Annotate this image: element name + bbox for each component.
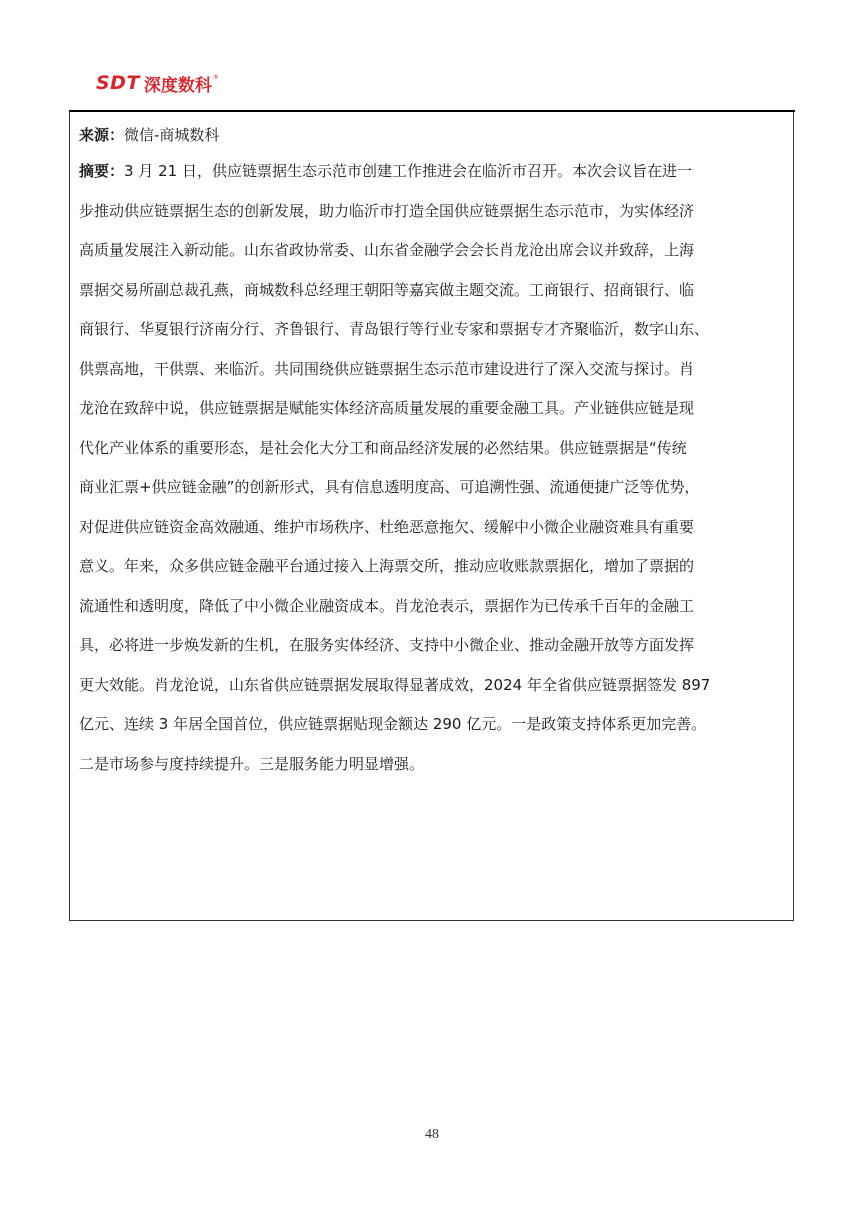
summary-line: 步推动供应链票据生态的创新发展，助力临沂市打造全国供应链票据生态示范市，为实体经济 [79, 201, 695, 220]
summary-line: 具，必将进一步焕发新的生机，在服务实体经济、支持中小微企业、推动金融开放等方面发挥 [79, 636, 695, 654]
article-box [69, 112, 794, 921]
logo-text: 深度数科 [143, 75, 212, 96]
summary-line: 意义。年来，众多供应链金融平台通过接入上海票交所，推动应收账款票据化，增加了票据的 [79, 557, 695, 575]
summary-label: 摘要： [79, 162, 125, 180]
page-number: 48 [425, 1127, 439, 1142]
logo-mark: SDT [96, 72, 140, 94]
summary-line: 商银行、华夏银行济南分行、齐鲁银行、青岛银行等行业专家和票据专才齐聚临沂，数字山东、 [79, 320, 710, 338]
summary-line: 供票高地，干供票、来临沂。共同围绕供应链票据生态示范市建设进行了深入交流与探讨。肖 [79, 359, 695, 378]
summary-line: 商业汇票+供应链金融”的创新形式，具有信息透明度高、可追溯性强、流通便捷广泛等优势， [79, 478, 700, 496]
summary-line: 流通性和透明度，降低了中小微企业融资成本。肖龙沧表示，票据作为已传承千百年的金融工 [79, 596, 695, 615]
summary-line [79, 152, 784, 192]
source-line [79, 118, 784, 152]
summary-line: 亿元、连续 3 年居全国首位，供应链票据贴现金额达 290 亿元。一是政策支持体系更加完善。 [79, 715, 707, 733]
company-logo [96, 72, 219, 94]
logo-trademark: ® [212, 74, 219, 81]
source-value: 微信-商城数科 [124, 126, 220, 144]
summary-line: 二是市场参与度持续提升。三是服务能力明显增强。 [79, 754, 425, 773]
summary-line: 代化产业体系的重要形态，是社会化大分工和商品经济发展的必然结果。供应链票据是“传统 [79, 438, 687, 457]
summary-line: 票据交易所副总裁孔燕，商城数科总经理王朝阳等嘉宾做主题交流。工商银行、招商银行、临 [79, 280, 695, 299]
summary-line: 龙沧在致辞中说，供应链票据是赋能实体经济高质量发展的重要金融工具。产业链供应链是现 [79, 399, 695, 417]
summary-line: 对促进供应链资金高效融通、维护市场秩序、杜绝恶意拖欠、缓解中小微企业融资难具有重要 [79, 517, 695, 536]
summary-line: 高质量发展注入新动能。山东省政协常委、山东省金融学会会长肖龙沧出席会议并致辞，上海 [79, 241, 695, 259]
summary-line: 更大效能。肖龙沧说，山东省供应链票据发展取得显著成效，2024 年全省供应链票据签发 897 [79, 675, 711, 694]
summary-text: 3 月 21 日，供应链票据生态示范市创建工作推进会在临沂市召开。本次会议旨在进一 [124, 162, 692, 180]
source-label: 来源： [79, 126, 125, 144]
